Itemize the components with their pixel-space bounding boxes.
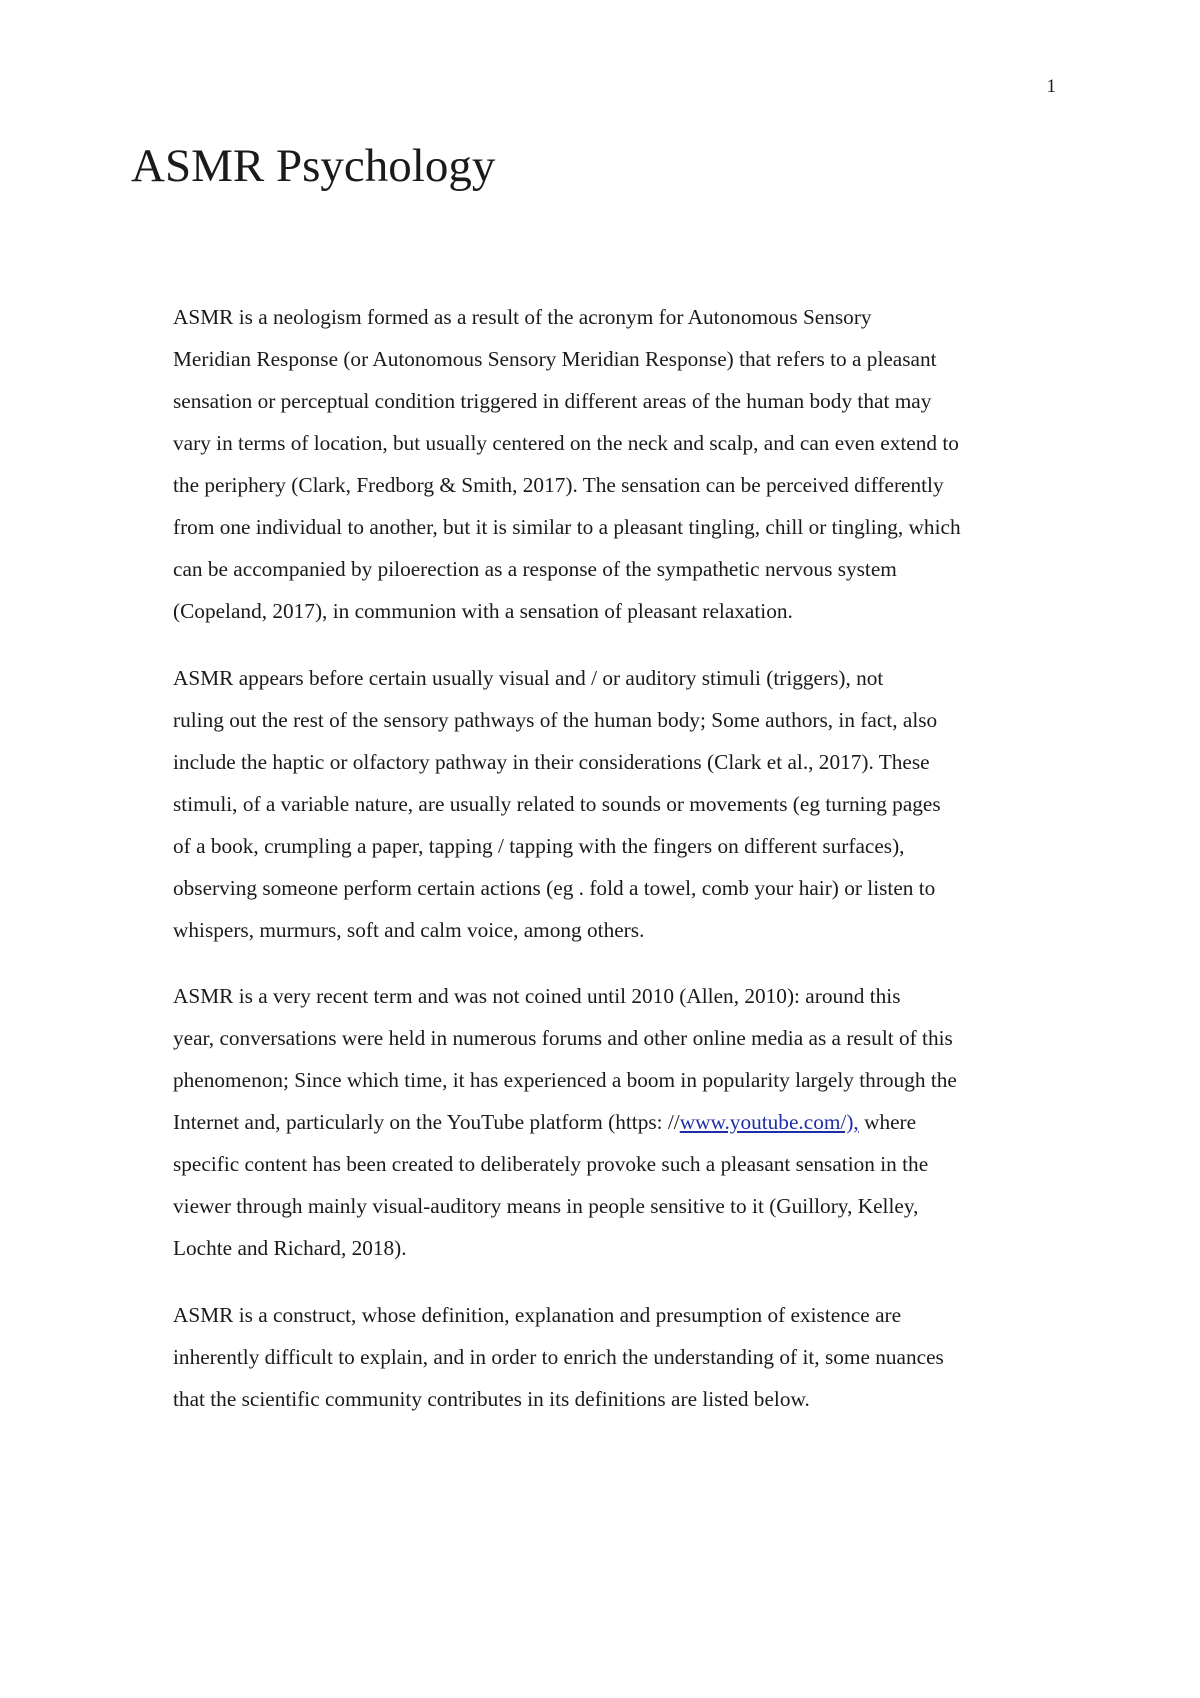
paragraph-4 (145, 1294, 1060, 1420)
text-line: (Copeland, 2017), in communion with a sensation of pleasant relaxation. (173, 599, 793, 623)
text-line: whispers, murmurs, soft and calm voice, among others. (173, 917, 645, 942)
text-line: stimuli, of a variable nature, are usually related to sounds or movements (eg turning pages (173, 791, 941, 816)
text-line: from one individual to another, but it is similar to a pleasant tingling, chill or tingling, which (173, 515, 961, 539)
text-line: Lochte and Richard, 2018). (173, 1236, 407, 1260)
text-line: that the scientific community contributes in its definitions are listed below. (173, 1386, 810, 1411)
paragraph-3 (145, 975, 1060, 1269)
text-line: ruling out the rest of the sensory pathways of the human body; Some authors, in fact, also (173, 707, 938, 732)
text-line: year, conversations were held in numerous forums and other online media as a result of this (173, 1026, 953, 1050)
text-line: ASMR appears before certain usually visual and / or auditory stimuli (triggers), not (173, 665, 884, 690)
document-title: ASMR Psychology (131, 140, 496, 192)
text-line: ASMR is a very recent term and was not coined until 2010 (Allen, 2010): around this (173, 984, 901, 1008)
paragraph-1 (145, 296, 1060, 632)
text-line: ASMR is a neologism formed as a result of the acronym for Autonomous Sensory (173, 305, 872, 329)
text-line: observing someone perform certain actions (eg . fold a towel, comb your hair) or listen to (173, 875, 936, 900)
text-line: vary in terms of location, but usually centered on the neck and scalp, and can even extend to (173, 431, 959, 455)
text-line: inherently difficult to explain, and in order to enrich the understanding of it, some nuances (173, 1344, 944, 1369)
link-prefix-text: Internet and, particularly on the YouTube platform (https: // (173, 1110, 680, 1134)
text-line: Meridian Response (or Autonomous Sensory Meridian Response) that refers to a pleasant (173, 347, 937, 371)
text-line: sensation or perceptual condition triggered in different areas of the human body that may (173, 389, 932, 413)
text-line: specific content has been created to deliberately provoke such a pleasant sensation in the (173, 1152, 929, 1176)
text-line: phenomenon; Since which time, it has experienced a boom in popularity largely through the (173, 1068, 957, 1092)
text-line-with-link (145, 1101, 1060, 1143)
document-body (145, 296, 1060, 1444)
page-number: 1 (1046, 76, 1056, 97)
link-suffix-text: where (858, 1110, 917, 1134)
youtube-link[interactable]: www.youtube.com/), (679, 1110, 859, 1134)
text-line: ASMR is a construct, whose definition, explanation and presumption of existence are (173, 1302, 902, 1327)
text-line: of a book, crumpling a paper, tapping / tapping with the fingers on different surfaces), (173, 833, 905, 858)
text-line: include the haptic or olfactory pathway in their considerations (Clark et al., 2017). These (173, 749, 930, 774)
text-line: the periphery (Clark, Fredborg & Smith, 2017). The sensation can be perceived differently (173, 473, 944, 497)
text-line: viewer through mainly visual-auditory means in people sensitive to it (Guillory, Kelley, (173, 1194, 919, 1218)
paragraph-2 (145, 657, 1060, 951)
text-line: can be accompanied by piloerection as a response of the sympathetic nervous system (173, 557, 897, 581)
